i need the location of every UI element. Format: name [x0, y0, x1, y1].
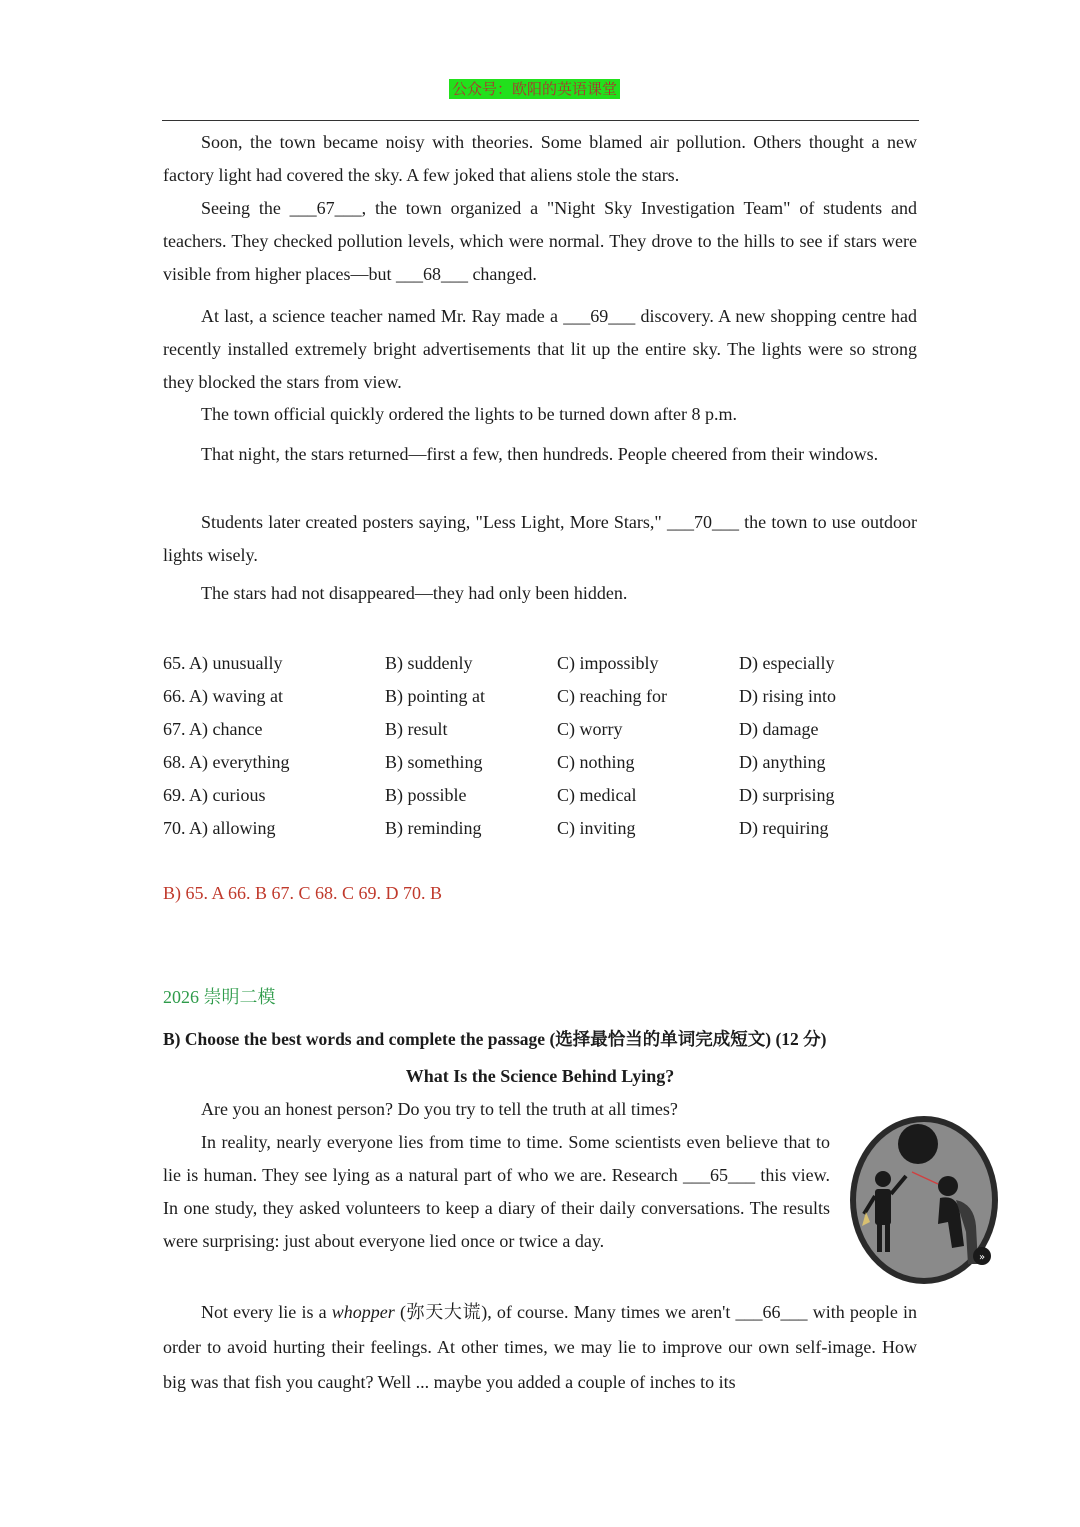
exam-source-tag: 2026 崇明二模	[163, 987, 276, 1007]
option-a: 69. A) curious	[163, 785, 266, 805]
option-c: C) worry	[557, 719, 623, 739]
option-a: 68. A) everything	[163, 752, 290, 772]
p3-text-after: (弥天大谎), of course. Many times we aren't ___66___ with people in order to avoid hurting their feelings. At other times, we may lie to improve our own self-image. How big was that fish you caught? Well ... maybe you added a couple of inches to its	[163, 1302, 918, 1392]
passage2-paragraph-2: In reality, nearly everyone lies from time to time. Some scientists even believe that to lie is human. They see lying as a natural part of who we are. Research ___65___ this view. In one study, they asked volunteers to keep a diary of their daily conversations. The results were surprising: just about everyone lied once or twice a day.	[163, 1132, 830, 1251]
option-c: C) reaching for	[557, 686, 667, 706]
option-d: D) damage	[739, 719, 819, 739]
svg-text:»: »	[978, 1252, 986, 1263]
passage1-paragraph-1: Soon, the town became noisy with theories. Some blamed air pollution. Others thought a new factory light had covered the sky. A few joked that aliens stole the stars.	[163, 132, 917, 185]
option-c: C) impossibly	[557, 653, 659, 673]
option-b: B) pointing at	[385, 686, 485, 706]
option-c: C) nothing	[557, 752, 635, 772]
option-d: D) requiring	[739, 818, 829, 838]
passage1-paragraph-4: The town official quickly ordered the lights to be turned down after 8 p.m.	[201, 404, 738, 424]
option-b: B) suddenly	[385, 653, 473, 673]
passage1-paragraph-5: That night, the stars returned—first a few, then hundreds. People cheered from their windows.	[201, 444, 879, 464]
option-a: 67. A) chance	[163, 719, 263, 739]
option-b: B) result	[385, 719, 448, 739]
option-b: B) reminding	[385, 818, 482, 838]
option-d: D) rising into	[739, 686, 836, 706]
option-b: B) possible	[385, 785, 467, 805]
option-d: D) surprising	[739, 785, 835, 805]
option-d: D) anything	[739, 752, 826, 772]
passage1-paragraph-3: At last, a science teacher named Mr. Ray made a ___69___ discovery. A new shopping centre had recently installed extremely bright advertisements that lit up the entire sky. The lights were so strong they blocked the stars from view.	[163, 306, 917, 392]
option-c: C) medical	[557, 785, 637, 805]
p3-text-before: Not every lie is a	[201, 1302, 332, 1322]
section-instruction: B) Choose the best words and complete the passage (选择最恰当的单词完成短文) (12 分)	[163, 1029, 827, 1049]
answer-key: B) 65. A 66. B 67. C 68. C 69. D 70. B	[163, 883, 443, 903]
whopper-term: whopper	[331, 1302, 395, 1322]
account-tag: 公众号：欧阳的英语课堂	[449, 79, 620, 99]
header-divider	[162, 120, 919, 121]
passage1-paragraph-2: Seeing the ___67___, the town organized a "Night Sky Investigation Team" of students and teachers. They checked pollution levels, which were normal. They drove to the hills to see if stars were visible from higher places—but ___68___ changed.	[163, 198, 917, 284]
option-a: 66. A) waving at	[163, 686, 283, 706]
option-a: 65. A) unusually	[163, 653, 283, 673]
option-d: D) especially	[739, 653, 835, 673]
passage-title: What Is the Science Behind Lying?	[405, 1066, 675, 1086]
passage1-paragraph-6: Students later created posters saying, "Less Light, More Stars," ___70___ the town to use outdoor lights wisely.	[163, 512, 917, 565]
passage2-paragraph-3	[163, 1295, 917, 1400]
option-a: 70. A) allowing	[163, 818, 276, 838]
lying-people-illustration	[848, 1114, 1004, 1286]
passage1-paragraph-7: The stars had not disappeared—they had only been hidden.	[201, 583, 628, 603]
passage2-paragraph-1: Are you an honest person? Do you try to tell the truth at all times?	[201, 1099, 678, 1119]
option-b: B) something	[385, 752, 483, 772]
option-c: C) inviting	[557, 818, 636, 838]
